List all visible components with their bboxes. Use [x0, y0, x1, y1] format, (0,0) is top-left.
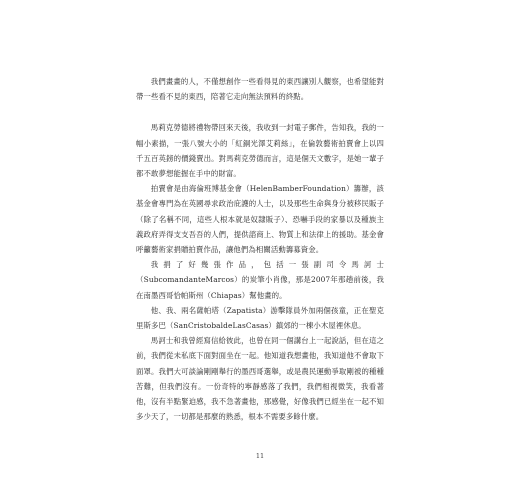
- body-text: [136, 74, 384, 424]
- paragraph-1: 我們畫畫的人，不僅想創作一些看得見的東西讓別人觀察，也希望能對帶一些看不見的東西，陪著它走向無法預料的終點。: [136, 77, 384, 102]
- paragraph-3: 拍賣會是由海倫班博基金會（HelenBamberFoundation）籌辦，該基金會專門為在英國尋求政治庇護的人士，以及那些生命與身分被移民販子（除了名稱不同，這些人根本就是奴隸販子）、恐嚇手段的家暴以及種族主義政府弄得支支吾吾的人們，提供諮商上、物質上和法律上的援助。基金會呼籲藝術家捐贈拍賣作品，讓他們為相關活動籌募資金。: [136, 184, 384, 255]
- page-number: 11: [255, 452, 265, 460]
- paragraph-6: 馬訶士和我曾經寫信給彼此，也曾在同一個講台上一起說話，但在這之前，我們從未私底下面對面坐在一起。他知道我想畫他，我知道他不會取下面罩。我們大可談論剛剛舉行的墨西哥選舉，或是農民運動爭取剛被的種種苦難，但我們沒有。一份奇特的寧靜感落了我們，我們相視微笑，我看著他，沒有半點緊迫感，我不急著畫他，那感覺，好像我們已經坐在一起不知多少天了，一切都是那麼的熟悉，根本不需要多餘什麼。: [136, 336, 384, 422]
- paragraph-4: 我捐了好幾張作品，包括一張副司令馬訶士（SubcomandanteMarcos）的炭筆小肖像，那是2007年那趟前後，我在南墨西哥恰帕斯州（Chiapas）幫他畫的。: [136, 260, 384, 300]
- paragraph-2: 馬莉克勞德將禮物帶回來天後，我收到一封電子郵件，告知我，我的一幅小素描，一張八號大小的「紅銅光澤艾莉絲」，在倫敦藝術拍賣會上以四千五百英鎊的價錢賣出。對馬莉克勞德而言，這是個天文數字，是她一輩子都不敢夢想能握在手中的財富。: [136, 123, 384, 179]
- paragraph-5: 他、我、兩名薩帕塔（Zapatista）游擊隊員外加兩個孩童，正在聖克里斯多巴（SanCristobaldeLasCasas）鎮郊的一棟小木屋裡休息。: [136, 305, 384, 331]
